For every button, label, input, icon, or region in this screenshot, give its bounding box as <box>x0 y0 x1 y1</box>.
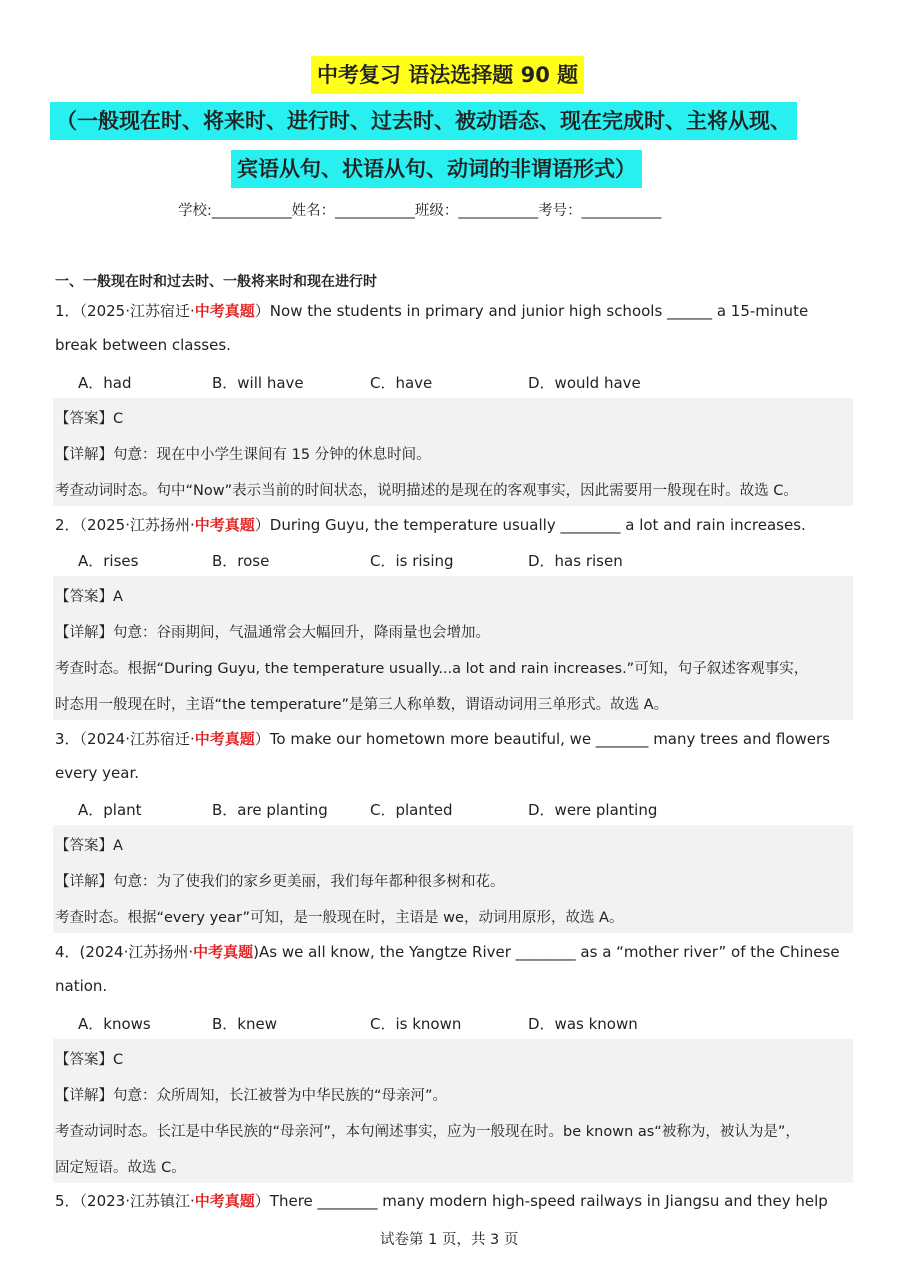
question-1-option-d: D．would have <box>528 374 641 392</box>
exam-tag: 中考真题 <box>194 1192 255 1210</box>
question-3-answer: 【答案】A <box>55 838 123 854</box>
question-1-stem-line-1: 1．（2025·江苏宿迁·中考真题）Now the students in primary and junior high schools ______ a 15-minute <box>55 302 809 320</box>
question-3-option-d: D．were planting <box>528 801 658 819</box>
question-4-detail-line-3: 固定短语。故选 C。 <box>55 1160 186 1176</box>
question-3-option-b: B．are planting <box>212 801 328 819</box>
question-3-stem-line-1: 3．（2024·江苏宿迁·中考真题）To make our hometown more beautiful, we _______ many trees and flowers <box>55 730 831 748</box>
question-4-option-b: B．knew <box>212 1015 277 1033</box>
question-4-stem-line-1: 4．(2024·江苏扬州·中考真题)As we all know, the Yangtze River ________ as a “mother river” of the Chinese <box>55 943 840 961</box>
question-2-detail-line-1: 【详解】句意：谷雨期间，气温通常会大幅回升，降雨量也会增加。 <box>55 625 490 641</box>
exam-tag: 中考真题 <box>194 516 255 534</box>
question-4-option-d: D．was known <box>528 1015 638 1033</box>
document-subtitle-line-2: 宾语从句、状语从句、动词的非谓语形式） <box>231 150 642 188</box>
question-4-detail-line-2: 考查动词时态。长江是中华民族的“母亲河”，本句阐述事实，应为一般现在时。be known as“被称为，被认为是”， <box>55 1124 800 1140</box>
page-footer: 试卷第 1 页，共 3 页 <box>380 1232 519 1248</box>
document-subtitle-line-1: （一般现在时、将来时、进行时、过去时、被动语态、现在完成时、主将从现、 <box>50 102 797 140</box>
question-2-option-a: A．rises <box>78 552 139 570</box>
question-2-stem-line-1: 2．（2025·江苏扬州·中考真题）During Guyu, the temperature usually ________ a lot and rain increases. <box>55 516 806 534</box>
question-1-option-c: C．have <box>370 374 433 392</box>
document-title: 中考复习 语法选择题 90 题 <box>311 56 584 94</box>
exam-tag: 中考真题 <box>194 302 255 320</box>
section-heading: 一、一般现在时和过去时、一般将来时和现在进行时 <box>55 274 377 290</box>
question-1-option-a: A．had <box>78 374 132 392</box>
question-4-detail-line-1: 【详解】句意：众所周知，长江被誉为中华民族的“母亲河”。 <box>55 1088 448 1104</box>
question-5-stem-line-1: 5．（2023·江苏镇江·中考真题）There ________ many modern high-speed railways in Jiangsu and they help <box>55 1192 828 1210</box>
question-4-option-a: A．knows <box>78 1015 151 1033</box>
question-2-answer: 【答案】A <box>55 589 123 605</box>
exam-tag: 中考真题 <box>193 943 254 961</box>
question-2-option-d: D．has risen <box>528 552 623 570</box>
question-1-answer: 【答案】C <box>55 411 124 427</box>
question-3-option-c: C．planted <box>370 801 453 819</box>
question-4-answer: 【答案】C <box>55 1052 124 1068</box>
question-3-detail-line-1: 【详解】句意：为了使我们的家乡更美丽，我们每年都种很多树和花。 <box>55 874 505 890</box>
question-3-stem-line-2: every year. <box>55 764 140 782</box>
question-1-detail-line-1: 【详解】句意：现在中小学生课间有 15 分钟的休息时间。 <box>55 447 431 463</box>
question-1-detail-line-2: 考查动词时态。句中“Now”表示当前的时间状态，说明描述的是现在的客观事实，因此需要用一般现在时。故选 C。 <box>55 483 798 499</box>
question-4-option-c: C．is known <box>370 1015 462 1033</box>
question-4-stem-line-2: nation. <box>55 977 108 995</box>
question-1-stem-line-2: break between classes. <box>55 336 231 354</box>
question-1-option-b: B．will have <box>212 374 304 392</box>
exam-tag: 中考真题 <box>194 730 255 748</box>
question-2-option-c: C．is rising <box>370 552 454 570</box>
student-info-line: 学校:___________姓名：___________班级：___________考号：___________ <box>178 203 662 219</box>
question-2-detail-line-2: 考查时态。根据“During Guyu, the temperature usually...a lot and rain increases.”可知，句子叙述客观事实， <box>55 661 809 677</box>
question-2-detail-line-3: 时态用一般现在时，主语“the temperature”是第三人称单数，谓语动词用三单形式。故选 A。 <box>55 697 669 713</box>
question-2-option-b: B．rose <box>212 552 270 570</box>
question-3-option-a: A．plant <box>78 801 142 819</box>
question-3-detail-line-2: 考查时态。根据“every year”可知，是一般现在时，主语是 we，动词用原形，故选 A。 <box>55 910 624 926</box>
